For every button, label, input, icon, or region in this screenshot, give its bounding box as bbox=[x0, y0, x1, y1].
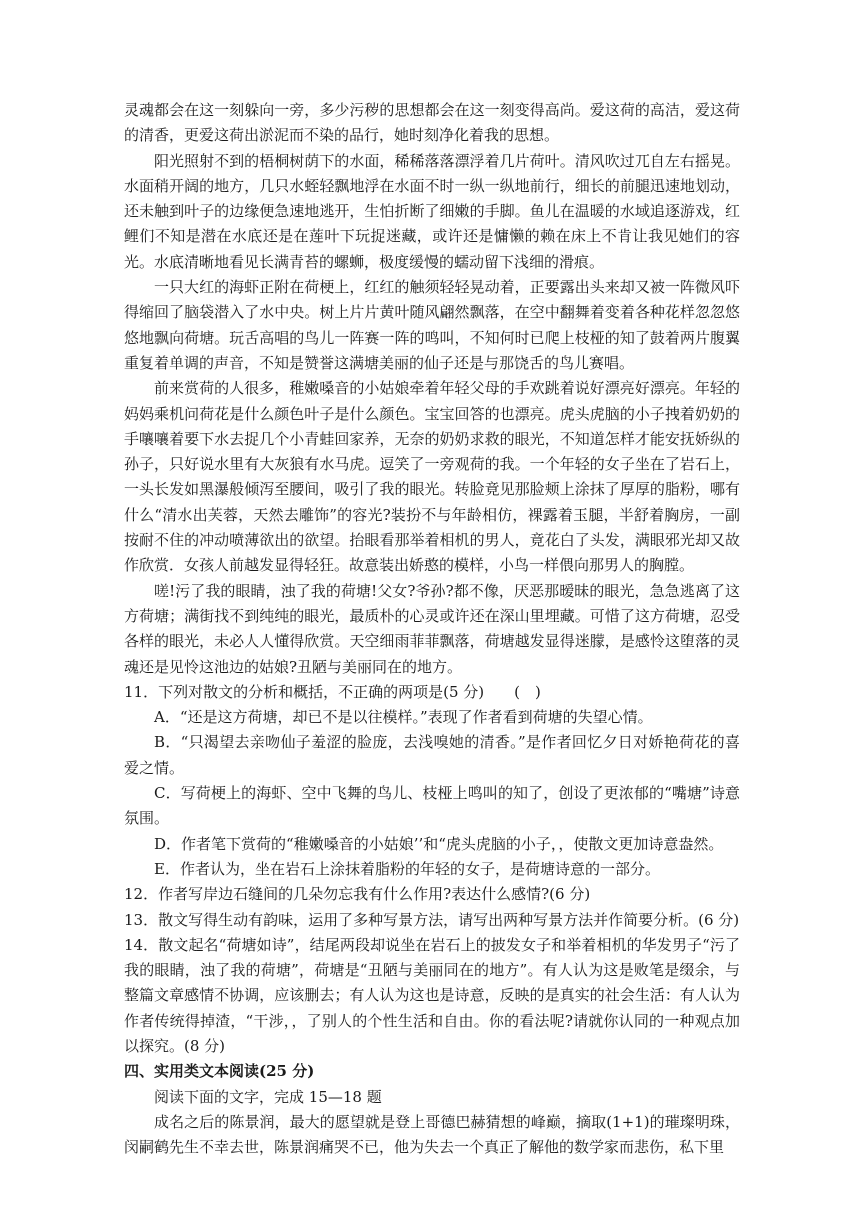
question-11-option-a: A．“还是这方荷塘，却已不是以往模样。”表现了作者看到荷塘的失望心情。 bbox=[154, 708, 653, 727]
document-body bbox=[124, 98, 740, 1160]
essay-paragraph-3: 一只大红的海虾正附在荷梗上，红红的触须轻轻晃动着，正要露出头来却又被一阵微风吓得缩回了脑袋潜入了水中央。树上片片黄叶随风翩然飘落，在空中翻舞着变着各种花样忽忽悠悠地飘向荷塘。玩舌高唱的鸟儿一阵赛一阵的鸣叫，不知何时已爬上枝桠的知了鼓着两片腹翼重复着单调的声音，不知是赞誉这满塘美丽的仙子还是与那饶舌的鸟儿赛唱。 bbox=[124, 278, 740, 372]
essay-paragraph-5: 嗟!污了我的眼睛，浊了我的荷塘!父女?爷孙?都不像，厌恶那暧昧的眼光，急急逃离了这方荷塘；满街找不到纯纯的眼光，最质朴的心灵或许还在深山里埋藏。可惜了这方荷塘，忍受各样的眼光，未必人人懂得欣赏。天空细雨菲菲飘落，荷塘越发显得迷朦，是感怜这堕落的灵魂还是见怜这池边的姑娘?丑陋与美丽同在的地方。 bbox=[124, 581, 740, 676]
question-11-option-e: E．作者认为，坐在岩石上涂抹着脂粉的年轻的女子，是荷塘诗意的一部分。 bbox=[154, 859, 660, 878]
essay-paragraph-2: 阳光照射不到的梧桐树荫下的水面，稀稀落落漂浮着几片荷叶。清风吹过兀自左右摇晃。水面稍开阔的地方，几只水蛭轻飘地浮在水面不时一纵一纵地前行，细长的前腿迅速地划动，还未触到叶子的边缘便急速地逃开，生怕折断了细嫩的手脚。鱼儿在温暖的水域追逐游戏，红鲤们不知是潜在水底还是在莲叶下玩捉迷藏，或许还是慵懒的赖在床上不肯让我见她们的容光。水底清晰地看见长满青苔的螺蛳，极度缓慢的蠕动留下浅细的滑痕。 bbox=[124, 151, 740, 271]
question-12: 12．作者写岸边石缝间的几朵勿忘我有什么作用?表达什么感情?(6 分) bbox=[124, 885, 591, 904]
section-4-passage: 成名之后的陈景润，最大的愿望就是登上哥德巴赫猜想的峰巅，摘取(1+1)的璀璨明珠，闵嗣鹤先生不幸去世，陈景润痛哭不已，他为失去一个真正了解他的数学家而悲伤，私下里 bbox=[124, 1112, 740, 1157]
question-13: 13．散文写得生动有韵味，运用了多种写景方法，请写出两种写景方法并作简要分析。(6 分) bbox=[124, 910, 740, 929]
section-4-heading: 四、实用类文本阅读(25 分) bbox=[124, 1062, 315, 1081]
question-14: 14．散文起名“荷塘如诗”，结尾两段却说坐在岩石上的披发女子和举着相机的华发男子“污了我的眼睛，浊了我的荷塘”，荷塘是“丑陋与美丽同在的地方”。有人认为这是败笔是缀余，与整篇文章感情不协调，应该删去；有人认为这也是诗意，反映的是真实的社会生活：有人认为作者传统得掉渣，“干涉，，了别人的个性生活和自由。你的看法呢?请就你认同的一种观点加以探究。(8 分) bbox=[124, 935, 740, 1055]
section-4-instruction: 阅读下面的文字，完成 15—18 题 bbox=[154, 1087, 382, 1106]
question-11-stem: 11．下列对散文的分析和概括，不正确的两项是(5 分) ( ) bbox=[124, 682, 541, 701]
question-11-option-b: B．“只渴望去亲吻仙子羞涩的脸庞，去浅嗅她的清香。”是作者回忆夕日对娇艳荷花的喜爱之情。 bbox=[124, 733, 740, 777]
essay-paragraph-4: 前来赏荷的人很多，稚嫩嗓音的小姑娘牵着年轻父母的手欢跳着说好漂亮好漂亮。年轻的妈妈乘机问荷花是什么颜色叶子是什么颜色。宝宝回答的也漂亮。虎头虎脑的小子拽着奶奶的手嚷嚷着要下水去捉几个小青蛙回家养，无奈的奶奶求救的眼光，不知道怎样才能安抚娇纵的孙子，只好说水里有大灰狼有水马虎。逗笑了一旁观荷的我。一个年轻的女子坐在了岩石上，一头长发如黑瀑般倾泻至腰间，吸引了我的眼光。转脸竟见那脸颊上涂抹了厚厚的脂粉，哪有什么“清水出芙蓉，天然去雕饰”的容光?装扮不与年龄相仿，裸露着玉腿，半舒着胸房，一副按耐不住的冲动喷薄欲出的欲望。抬眼看那举着相机的男人，竟花白了头发，满眼邪光却又故作欣赏．女孩人前越发显得轻狂。故意装出娇憨的模样，小鸟一样偎向那男人的胸膛。 bbox=[124, 379, 740, 575]
question-11-option-c: C．写荷梗上的海虾、空中飞舞的鸟儿、枝桠上鸣叫的知了，创设了更浓郁的“嘴塘”诗意氛围。 bbox=[124, 784, 740, 828]
essay-paragraph-1: 灵魂都会在这一刻躲向一旁，多少污秽的思想都会在这一刻变得高尚。爱这荷的高洁，爱这荷的清香，更爱这荷出淤泥而不染的品行，她时刻净化着我的思想。 bbox=[124, 101, 740, 145]
question-11-option-d: D．作者笔下赏荷的“稚嫩嗓音的小姑娘’’和“虎头虎脑的小子，，使散文更加诗意盎然。 bbox=[154, 834, 724, 853]
